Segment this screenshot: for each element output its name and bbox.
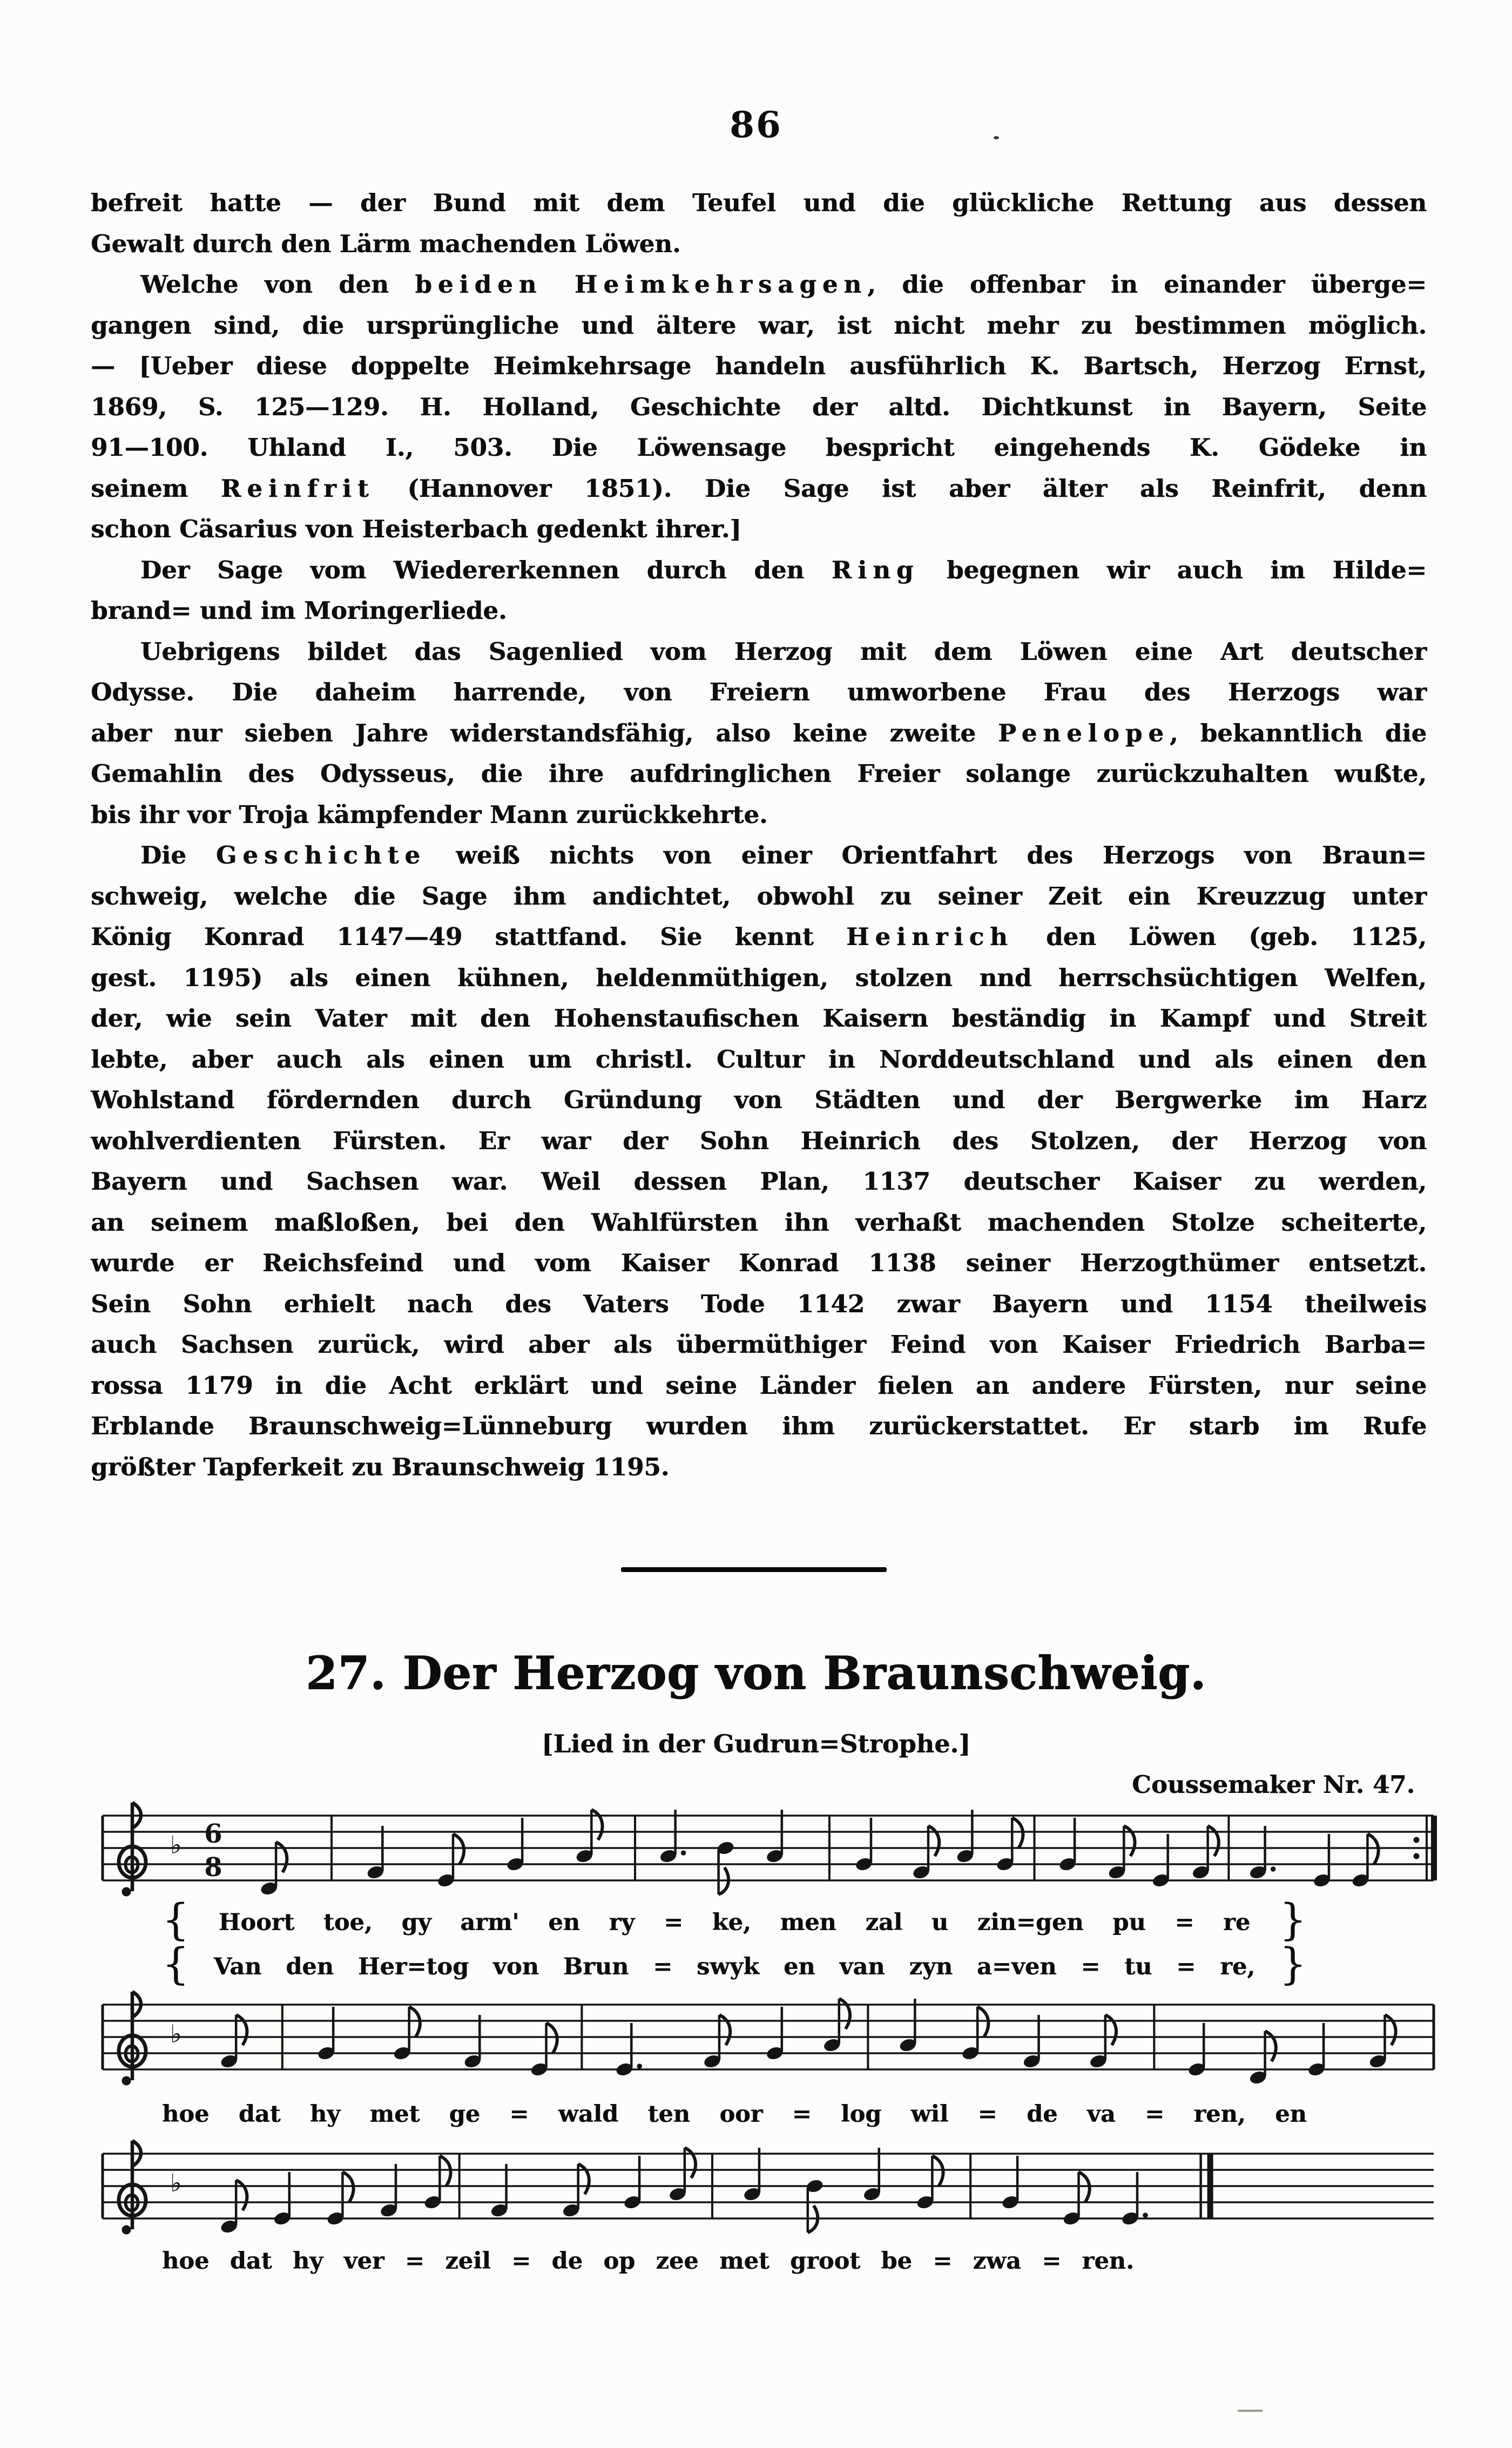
text-line <box>91 672 1427 713</box>
text-segment: Bayern und Sachsen war. Weil dessen Plan, 1137 deutscher Kaiser zu werden, <box>91 1167 1427 1196</box>
note <box>805 2178 824 2233</box>
note <box>912 1826 939 1880</box>
note <box>1368 2015 1396 2069</box>
text-segment: Der Sage vom Wiedererkennen durch den <box>140 555 832 584</box>
note <box>1089 2015 1116 2069</box>
lyric-brace: { <box>162 1939 190 1989</box>
text-line <box>91 1080 1427 1121</box>
treble-clef-icon <box>119 2141 146 2235</box>
text-segment: Sein Sohn erhielt nach des Vaters Tode 1142 zwar Bayern und 1154 theilweis <box>91 1289 1427 1318</box>
lyric-syllable: wald <box>558 2101 619 2128</box>
lyrics-line-4 <box>162 2242 1134 2280</box>
lyric-syllable: hoe <box>162 2248 210 2275</box>
lyric-syllable: re, <box>1220 1953 1256 1980</box>
text-segment: (Hannover 1851). Die Sage ist aber älter als Reinfrit, denn <box>374 474 1427 503</box>
lyric-syllable: ge <box>449 2101 481 2128</box>
text-line <box>91 183 1427 224</box>
text-segment: wohlverdienten Fürsten. Er war der Sohn Heinrich des Stolzen, der Herzog von <box>91 1126 1427 1155</box>
text-line <box>91 794 1427 835</box>
letterspaced-text: Penelope <box>998 718 1170 747</box>
text-segment: lebte, aber auch als einen um christl. Cultur in Norddeutschland und als einen den <box>91 1044 1427 1074</box>
text-line <box>91 916 1427 957</box>
text-segment: den Löwen (geb. 1125, <box>1013 922 1427 951</box>
lyric-syllable: va <box>1086 2101 1116 2128</box>
text-segment: bis ihr vor Troja kämpfender Mann zurückkehrte. <box>91 800 768 829</box>
lyric-syllable: = <box>1145 2101 1165 2128</box>
text-segment: befreit hatte — der Bund mit dem Teufel und die glückliche Rettung aus dessen <box>91 188 1427 217</box>
note <box>463 2015 482 2069</box>
lyric-syllable: = <box>1081 1953 1101 1980</box>
lyric-syllable: ver <box>343 2248 384 2275</box>
lyric-syllable: de <box>1027 2101 1058 2128</box>
lyric-syllable: re <box>1223 1909 1251 1936</box>
lyric-syllable: wil <box>910 2101 949 2128</box>
lyric-syllable: de <box>551 2248 583 2275</box>
lyric-syllable: = <box>1174 1909 1194 1936</box>
lyric-syllable: met <box>719 2248 770 2275</box>
note <box>854 1818 873 1872</box>
text-line <box>91 1039 1427 1080</box>
text-segment: König Konrad 1147—49 stattfand. Sie kennt <box>91 922 846 951</box>
text-segment: 1869, S. 125—129. H. Holland, Geschichte der altd. Dichtkunst in Bayern, Seite <box>91 392 1427 421</box>
section-divider <box>621 1567 887 1572</box>
lyric-syllable: zyn <box>909 1953 953 1980</box>
text-segment: rossa 1179 in die Acht erklärt und seine Länder fielen an andere Fürsten, nur seine <box>91 1371 1427 1400</box>
lyric-syllable: Van <box>213 1953 262 1980</box>
note <box>703 2015 730 2069</box>
text-line <box>91 1365 1427 1406</box>
text-line <box>91 1161 1427 1202</box>
text-segment: Uebrigens bildet das Sagenlied vom Herzog mit dem Löwen eine Art deutscher <box>140 637 1427 666</box>
text-segment: , bekanntlich die <box>1169 718 1427 747</box>
lyric-syllable: zwa <box>973 2248 1021 2275</box>
lyric-syllable: von <box>492 1953 539 1980</box>
text-segment: an seinem maßloßen, bei den Wahlfürsten ihn verhaßt machenden Stolze scheiterte, <box>91 1208 1427 1237</box>
note <box>1191 1826 1219 1880</box>
text-segment: Odysse. Die daheim harrende, von Freiern umworbene Frau des Herzogs war <box>91 678 1427 706</box>
note <box>317 2007 336 2061</box>
note <box>765 1810 784 1864</box>
lyric-syllable: = <box>404 2248 424 2275</box>
note <box>899 1999 917 2053</box>
note <box>562 2164 589 2218</box>
lyric-syllable: = <box>509 2101 529 2128</box>
lyric-syllable: oor <box>719 2101 763 2128</box>
text-segment: weiß nichts von einer Orientfahrt des Herzogs von Braun= <box>426 841 1427 869</box>
flat-sign: ♭ <box>170 2168 182 2197</box>
text-segment: seinem <box>91 474 221 503</box>
note <box>742 2148 761 2202</box>
lyric-syllable: ry <box>609 1909 635 1936</box>
lyric-syllable: zal <box>865 1909 903 1936</box>
text-line <box>91 1202 1427 1243</box>
lyric-syllable: en <box>783 1953 815 1980</box>
lyric-syllable: = <box>977 2101 997 2128</box>
lyric-syllable: van <box>839 1953 885 1980</box>
text-line <box>91 590 1427 631</box>
lyric-brace: } <box>1279 1939 1307 1989</box>
lyric-syllable: = <box>1176 1953 1196 1980</box>
text-segment: begegnen wir auch im Hilde= <box>919 555 1427 584</box>
text-line <box>91 509 1427 550</box>
text-line <box>91 305 1427 346</box>
text-line <box>91 468 1427 509</box>
text-line <box>91 224 1427 265</box>
lyric-syllable: op <box>603 2248 636 2275</box>
text-segment: brand= und im Moringerliede. <box>91 596 507 625</box>
lyric-syllable: dat <box>230 2248 272 2275</box>
lyric-syllable: pu <box>1112 1909 1146 1936</box>
flat-sign: ♭ <box>170 2019 182 2048</box>
text-line <box>91 427 1427 468</box>
text-line <box>91 387 1427 428</box>
lyric-syllable: Her=tog <box>357 1953 469 1980</box>
flat-sign: ♭ <box>170 1830 182 1859</box>
ink-speck <box>994 136 999 139</box>
note <box>575 1810 603 1864</box>
lyric-syllable: = <box>653 1953 673 1980</box>
text-line <box>91 998 1427 1039</box>
note <box>379 2164 398 2218</box>
lyric-syllable: met <box>369 2101 420 2128</box>
text-segment: , die offenbar in einander überge= <box>867 270 1427 299</box>
section-subtitle: [Lied in der Gudrun=Strophe.] <box>541 1729 971 1758</box>
lyric-syllable: hy <box>309 2101 341 2128</box>
text-segment: — [Ueber diese doppelte Heimkehrsage handeln ausführlich K. Bartsch, Herzog Ernst, <box>91 352 1427 380</box>
text-segment: aber nur sieben Jahre widerstandsfähig, also keine zweite <box>91 718 998 747</box>
note <box>273 2172 292 2227</box>
note <box>506 1818 525 1872</box>
text-line <box>91 1324 1427 1365</box>
note <box>822 1999 850 2053</box>
lyric-syllable: den <box>286 1953 334 1980</box>
lyric-syllable: swyk <box>697 1953 760 1980</box>
note <box>220 2015 247 2069</box>
note <box>765 2007 784 2061</box>
text-segment: Gewalt durch den Lärm machenden Löwen. <box>91 229 681 258</box>
lyric-syllable: ren. <box>1082 2248 1134 2275</box>
lyric-syllable: hoe <box>162 2101 210 2128</box>
text-segment: Welche von den <box>140 270 415 299</box>
note <box>623 2156 642 2210</box>
lyric-syllable: tu <box>1124 1953 1152 1980</box>
source-reference: Coussemaker Nr. 47. <box>1132 1770 1415 1799</box>
lyric-syllable: be <box>881 2248 912 2275</box>
lyric-brace: } <box>1279 1894 1307 1945</box>
letterspaced-text: Ring <box>831 555 920 584</box>
letterspaced-text: Geschichte <box>215 841 426 869</box>
note <box>1108 1826 1135 1880</box>
treble-clef-icon <box>119 1803 146 1897</box>
letterspaced-text: Reinfrit <box>220 474 375 503</box>
lyric-syllable: = <box>663 1909 683 1936</box>
time-signature: 6 <box>204 1819 222 1849</box>
lyric-syllable: = <box>1042 2248 1062 2275</box>
lyric-syllable: men <box>780 1909 836 1936</box>
note <box>1022 2015 1041 2069</box>
note <box>862 2148 881 2202</box>
lyric-syllable: u <box>931 1909 949 1936</box>
lyric-syllable: ten <box>647 2101 690 2128</box>
section-title: 27. Der Herzog von Braunschweig. <box>305 1646 1207 1700</box>
note <box>1001 2156 1020 2210</box>
note <box>366 1826 385 1880</box>
lyric-syllable: = <box>511 2248 531 2275</box>
lyric-syllable: ren, <box>1193 2101 1246 2128</box>
lyric-syllable: ke, <box>712 1909 751 1936</box>
lyric-syllable: = <box>933 2248 953 2275</box>
note <box>1312 1834 1331 1889</box>
text-segment: schon Cäsarius von Heisterbach gedenkt ihrer.] <box>91 515 741 543</box>
lyric-syllable: hy <box>292 2248 323 2275</box>
note <box>1248 1826 1275 1880</box>
text-line <box>91 1447 1427 1488</box>
text-line <box>91 1284 1427 1325</box>
text-segment: auch Sachsen zurück, wird aber als übermüthiger Feind von Kaiser Friedrich Barba= <box>91 1330 1427 1359</box>
text-line <box>91 753 1427 794</box>
text-line <box>91 1243 1427 1284</box>
lyric-syllable: log <box>841 2101 882 2128</box>
lyric-syllable: zin=gen <box>977 1909 1084 1936</box>
treble-clef-icon <box>119 1992 146 2086</box>
text-segment: Die <box>140 841 216 869</box>
lyric-syllable: dat <box>238 2101 281 2128</box>
text-segment: schweig, welche die Sage ihm andichtet, obwohl zu seiner Zeit ein Kreuzzug unter <box>91 881 1427 911</box>
note <box>1307 2023 1326 2078</box>
text-line <box>91 1121 1427 1162</box>
page-number: 86 <box>730 104 782 146</box>
letterspaced-text: beiden Heimkehrsagen <box>415 270 868 299</box>
lyric-syllable: = <box>792 2101 812 2128</box>
lyric-syllable: a=ven <box>976 1953 1057 1980</box>
note <box>220 2180 247 2235</box>
text-line <box>91 876 1427 917</box>
note <box>668 2148 696 2202</box>
note <box>659 1810 686 1864</box>
lyric-syllable: groot <box>790 2248 860 2275</box>
note <box>716 1840 735 1894</box>
time-signature: 8 <box>204 1852 222 1883</box>
text-segment: Wohlstand fördernden durch Gründung von Städten und der Bergwerke im Harz <box>91 1085 1427 1114</box>
text-segment: gest. 1195) als einen kühnen, heldenmüthigen, stolzen nnd herrschsüchtigen Welfen, <box>91 963 1427 992</box>
note <box>1187 2023 1206 2078</box>
lyric-syllable: zee <box>656 2248 699 2275</box>
text-line <box>91 835 1427 876</box>
text-line <box>91 1406 1427 1447</box>
text-segment: Gemahlin des Odysseus, die ihre aufdringlichen Freier solange zurückzuhalten wußte, <box>91 759 1427 788</box>
text-segment: wurde er Reichsfeind und vom Kaiser Konrad 1138 seiner Herzogthümer entsetzt. <box>91 1249 1427 1277</box>
text-line <box>91 713 1427 754</box>
text-line <box>91 631 1427 672</box>
note <box>1248 2031 1276 2086</box>
lyric-syllable: gy <box>401 1909 431 1936</box>
text-segment: gangen sind, die ursprüngliche und ältere war, ist nicht mehr zu bestimmen möglich. <box>91 311 1427 340</box>
lyric-syllable: Hoort <box>218 1909 295 1936</box>
letterspaced-text: Heinrich <box>846 922 1014 951</box>
note <box>1058 1818 1077 1872</box>
text-segment: der, wie sein Vater mit den Hohenstaufischen Kaisern beständig in Kampf und Streit <box>91 1004 1427 1033</box>
lyric-syllable: en <box>1275 2101 1307 2128</box>
note <box>1151 1834 1170 1889</box>
lyric-syllable: zeil <box>445 2248 491 2275</box>
text-line <box>91 550 1427 591</box>
note <box>490 2164 509 2218</box>
text-line <box>91 346 1427 387</box>
ink-speck <box>1238 2410 1263 2412</box>
lyric-syllable: en <box>548 1909 580 1936</box>
text-segment: Erblande Braunschweig=Lünneburg wurden ihm zurückerstattet. Er starb im Rufe <box>91 1412 1427 1440</box>
text-segment: 91—100. Uhland I., 503. Die Löwensage bespricht eingehends K. Gödeke in <box>91 433 1427 462</box>
lyric-syllable: arm' <box>460 1909 519 1936</box>
text-segment: größter Tapferkeit zu Braunschweig 1195. <box>91 1452 670 1481</box>
lyric-syllable: Brun <box>563 1953 629 1980</box>
note <box>260 1842 287 1897</box>
note <box>956 1810 975 1864</box>
lyric-brace: { <box>162 1894 190 1945</box>
lyric-syllable: toe, <box>323 1909 373 1936</box>
lyrics-line-1 <box>162 1894 1307 1945</box>
text-line <box>91 264 1427 305</box>
body-text <box>91 183 1427 1487</box>
text-line <box>91 957 1427 999</box>
